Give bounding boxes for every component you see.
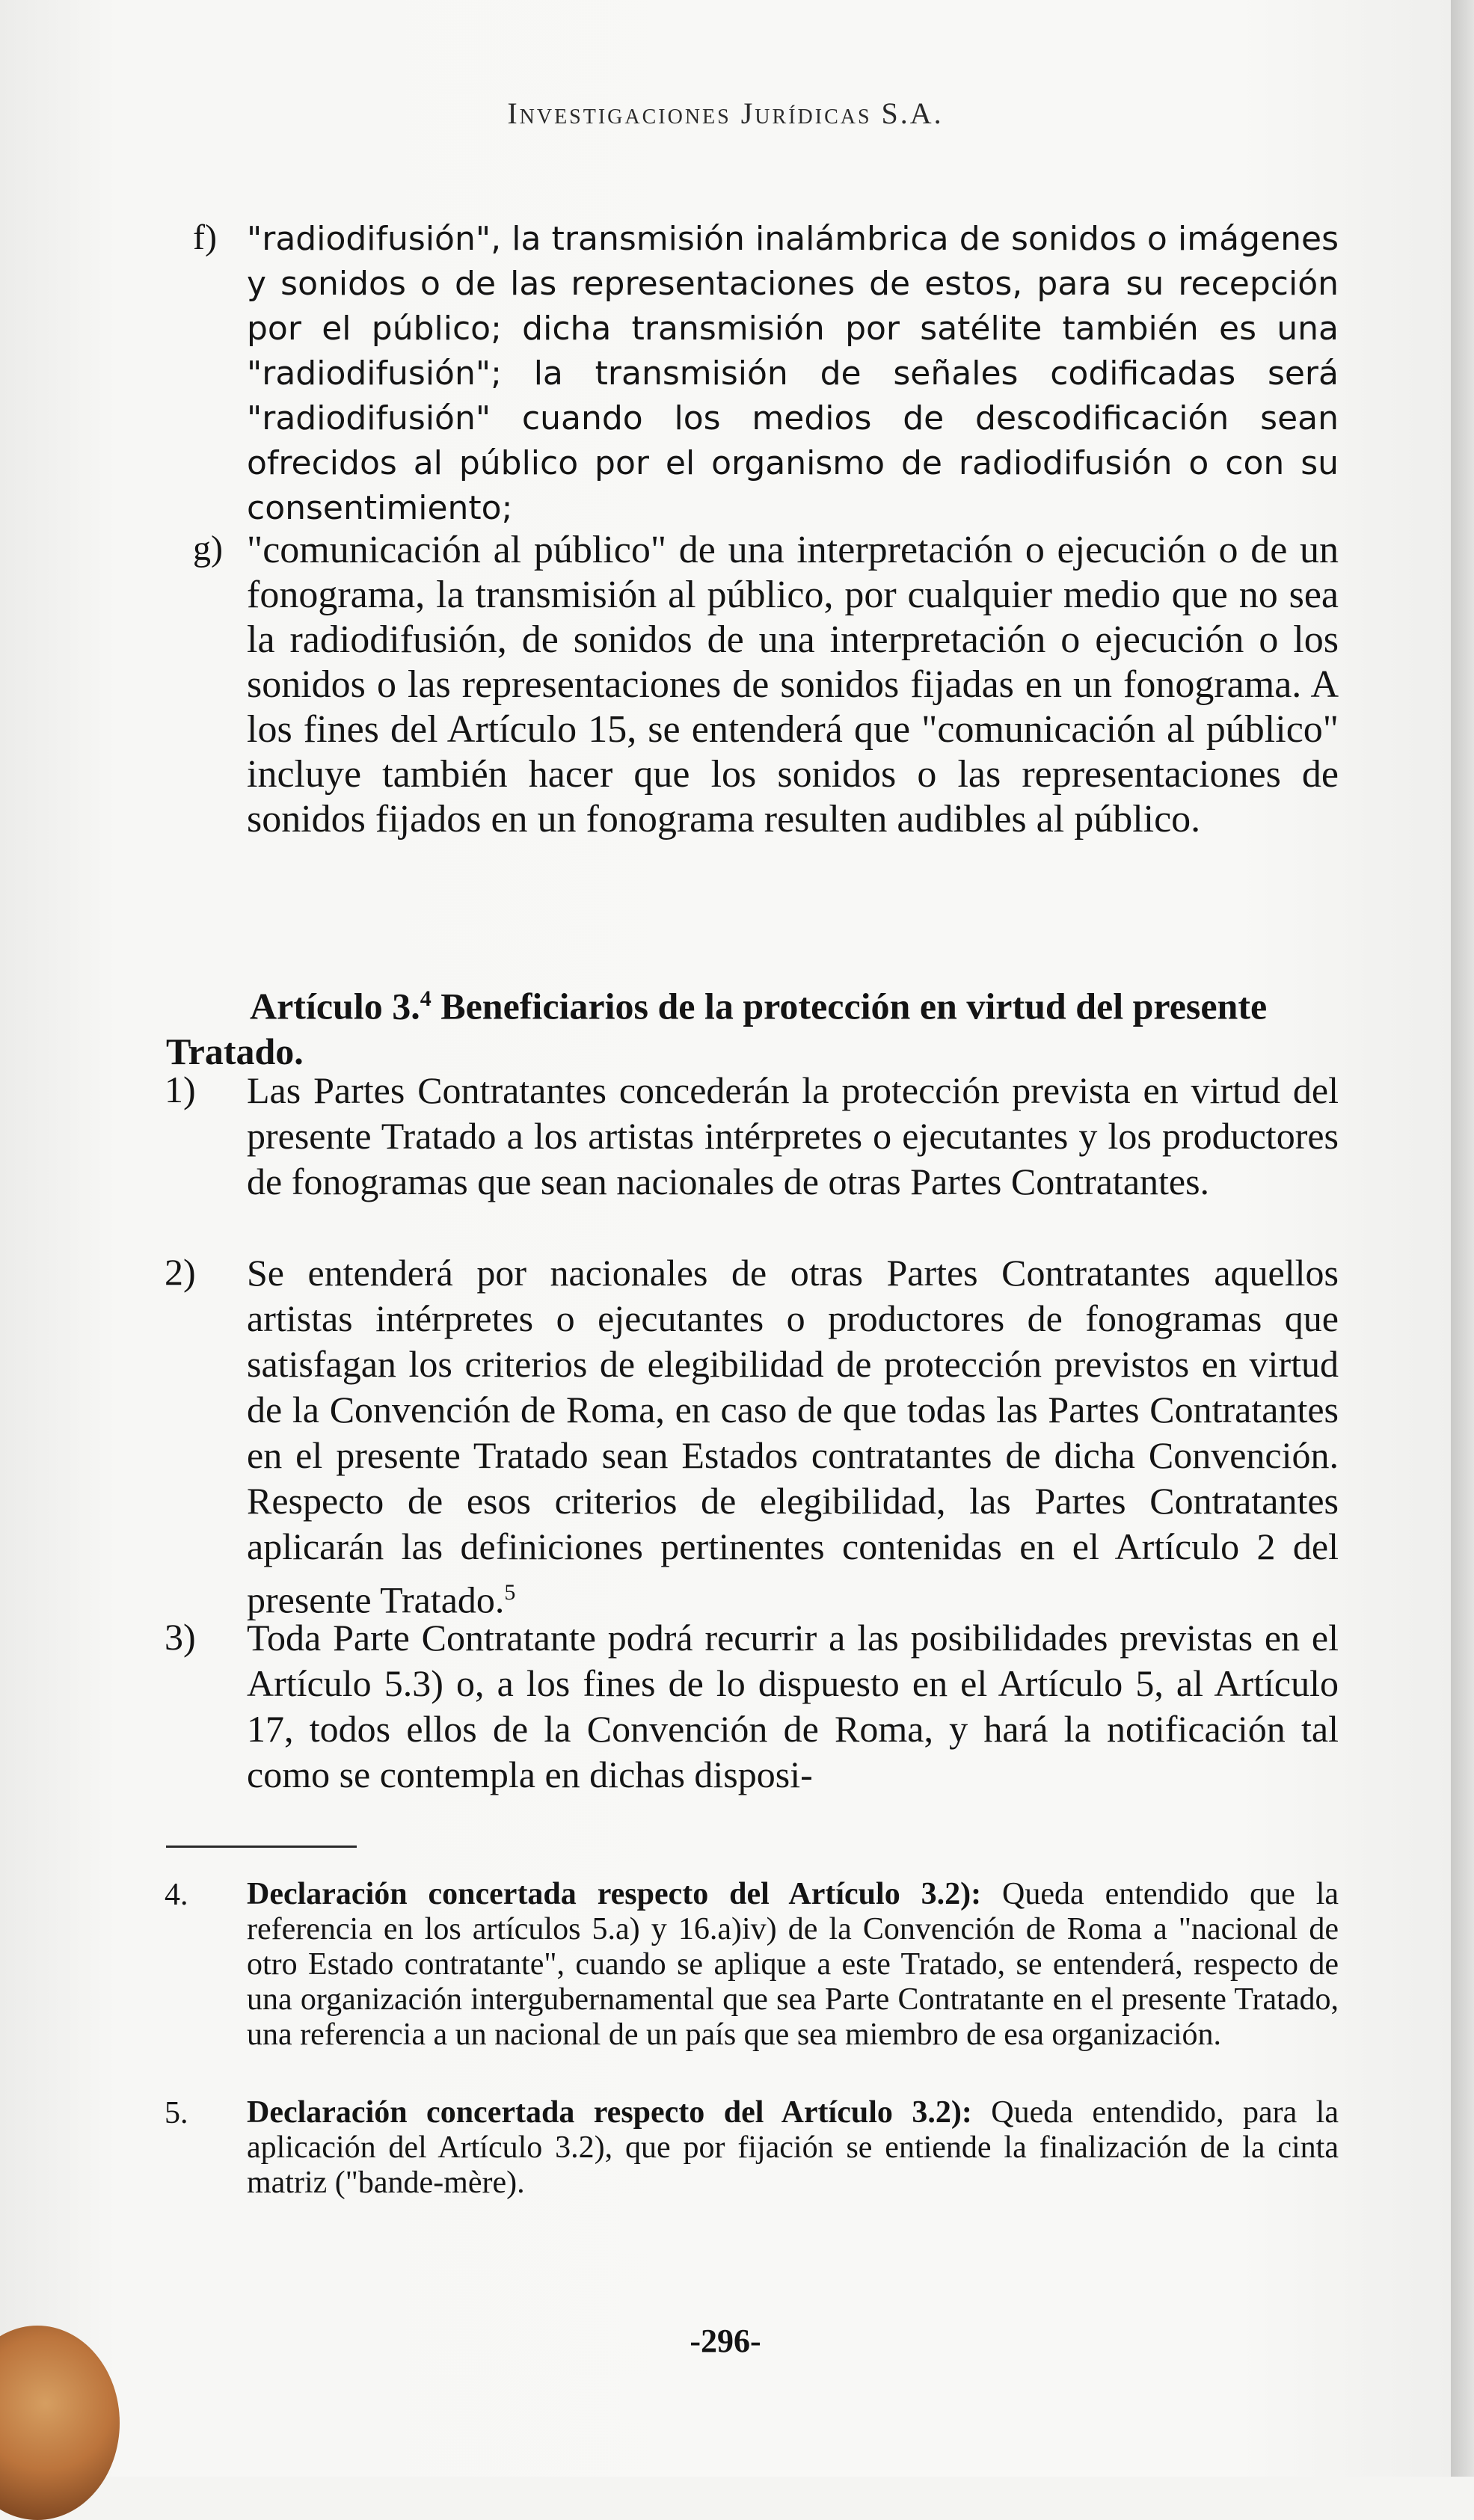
footnote-marker: 4. (165, 1878, 188, 1912)
footnote-5 (165, 2095, 1339, 2201)
paragraph-marker: 3) (165, 1616, 196, 1658)
paragraph-marker: 1) (165, 1069, 196, 1110)
article-heading (166, 977, 1339, 1074)
footnote-body (247, 2095, 1339, 2201)
paragraph-text: Se entenderá por nacionales de otras Partes Contratantes aquellos artistas intérpretes o ejecutantes o productores de fonogramas que satisfagan los criterios de elegibilidad de protección previstos en virtud de la Convención de Roma, en caso de que todas las Partes Contratantes en el presente Tratado sean Estados contratantes de dicha Convención. Respecto de esos criterios de elegibilidad, las Partes Contratantes aplicarán las definiciones pertinentes contenidas en el Artículo 2 del presente Tratado. (247, 1252, 1339, 1621)
definition-marker: g) (193, 529, 223, 568)
definition-item-f (193, 217, 1339, 531)
page-number: -296- (690, 2323, 761, 2359)
numbered-paragraph-3 (165, 1615, 1339, 1798)
footnote-text: Queda entendido, para la aplicación del Artículo 3.2), que por fijación se entiende la finalización de la cinta matriz ("bande-mère). (247, 2095, 1339, 2200)
footnote-text: Queda entendido que la referencia en los artículos 5.a) y 16.a)iv) de la Convención de Roma a "nacional de otro Estado contratante", cuando se aplique a este Tratado, se entenderá, respecto de una organización intergubernamental que sea Parte Contratante en el presente Tratado, una referencia a un nacional de un país que sea miembro de esa organización. (247, 1877, 1339, 2052)
paragraph-text: Las Partes Contratantes concederán la protección prevista en virtud del presente Tratado a los artistas intérpretes o ejecutantes y los productores de fonogramas que sean nacionales de otras Partes Contratantes. (247, 1069, 1339, 1202)
footnote-heading: Declaración concertada respecto del Artículo 3.2): (247, 1877, 982, 1911)
paragraph-text-wrap (247, 1250, 1339, 1623)
footnote-heading: Declaración concertada respecto del Artículo 3.2): (247, 2095, 972, 2130)
article-title: Beneficiarios de la protección en virtud del presente Tratado. (166, 985, 1268, 1072)
footnote-4 (165, 1877, 1339, 2053)
page-edge-shadow (1451, 0, 1474, 2477)
paragraph-text: Toda Parte Contratante podrá recurrir a las posibilidades previstas en el Artículo 5.3) o, a los fines de lo dispuesto en el Artículo 5, al Artículo 17, todos ellos de la Convención de Roma, y hará la notificación tal como se contempla en dichas disposi- (247, 1617, 1339, 1795)
numbered-paragraph-2 (165, 1250, 1339, 1623)
definition-marker: f) (193, 218, 217, 257)
definition-item-g (193, 528, 1339, 842)
numbered-paragraph-1 (165, 1068, 1339, 1205)
footnote-ref: 4 (420, 986, 432, 1011)
paragraph-marker: 2) (165, 1251, 196, 1293)
definition-text: "radiodifusión", la transmisión inalámbrica de sonidos o imágenes y sonidos o de las representaciones de estos, para su recepción por el público; dicha transmisión por satélite también es una "radiodifusión"; la transmisión de señales codificadas será "radiodifusión" cuando los medios de descodificación sean ofrecidos al público por el organismo de radiodifusión o con su consentimiento; (247, 220, 1339, 527)
article-label: Artículo 3. (250, 985, 420, 1027)
footnote-ref: 5 (504, 1580, 516, 1605)
footnote-divider (166, 1846, 357, 1848)
running-head: Investigaciones Jurídicas S.A. (507, 96, 944, 130)
footnote-marker: 5. (165, 2096, 188, 2130)
definition-text: "comunicación al público" de una interpretación o ejecución o de un fonograma, la transmisión al público, por cualquier medio que no sea la radiodifusión, de sonidos de una interpretación o ejecución o los sonidos o las representaciones de sonidos fijadas en un fonograma. A los fines del Artículo 15, se entenderá que "comunicación al público" incluye también hacer que los sonidos o las representaciones de sonidos fijados en un fonograma resulten audibles al público. (247, 529, 1339, 840)
footnote-body (247, 1877, 1339, 2053)
